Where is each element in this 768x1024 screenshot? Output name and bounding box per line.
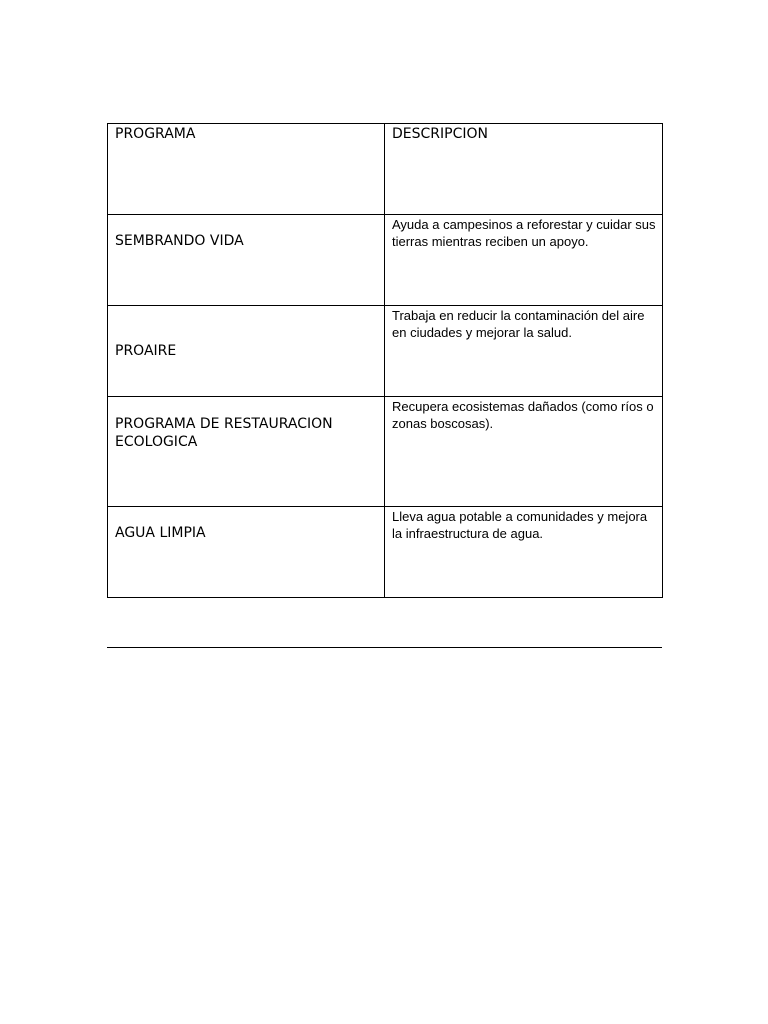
program-name: AGUA LIMPIA xyxy=(115,525,206,541)
header-descripcion: DESCRIPCION xyxy=(392,126,488,142)
table-header-row xyxy=(108,124,663,215)
description-cell xyxy=(385,507,663,598)
table-row xyxy=(108,507,663,598)
description-cell xyxy=(385,215,663,306)
header-programa: PROGRAMA xyxy=(115,126,196,142)
program-cell xyxy=(108,397,385,507)
program-description: Lleva agua potable a comunidades y mejora la infraestructura de agua. xyxy=(392,509,648,541)
header-cell-programa xyxy=(108,124,385,215)
program-description: Ayuda a campesinos a reforestar y cuidar sus tierras mientras reciben un apoyo. xyxy=(392,217,656,249)
horizontal-rule xyxy=(107,647,662,648)
program-description: Trabaja en reducir la contaminación del aire en ciudades y mejorar la salud. xyxy=(392,308,645,340)
description-cell xyxy=(385,397,663,507)
program-name: PROAIRE xyxy=(115,343,177,359)
header-cell-descripcion xyxy=(385,124,663,215)
program-cell xyxy=(108,507,385,598)
description-cell xyxy=(385,306,663,397)
program-name: SEMBRANDO VIDA xyxy=(115,233,244,249)
table-row xyxy=(108,306,663,397)
program-cell xyxy=(108,215,385,306)
program-cell xyxy=(108,306,385,397)
table-row xyxy=(108,215,663,306)
program-name: PROGRAMA DE RESTAURACION ECOLOGICA xyxy=(115,416,333,450)
table-row xyxy=(108,397,663,507)
program-description: Recupera ecosistemas dañados (como ríos o zonas boscosas). xyxy=(392,399,654,431)
programs-table xyxy=(107,123,663,598)
